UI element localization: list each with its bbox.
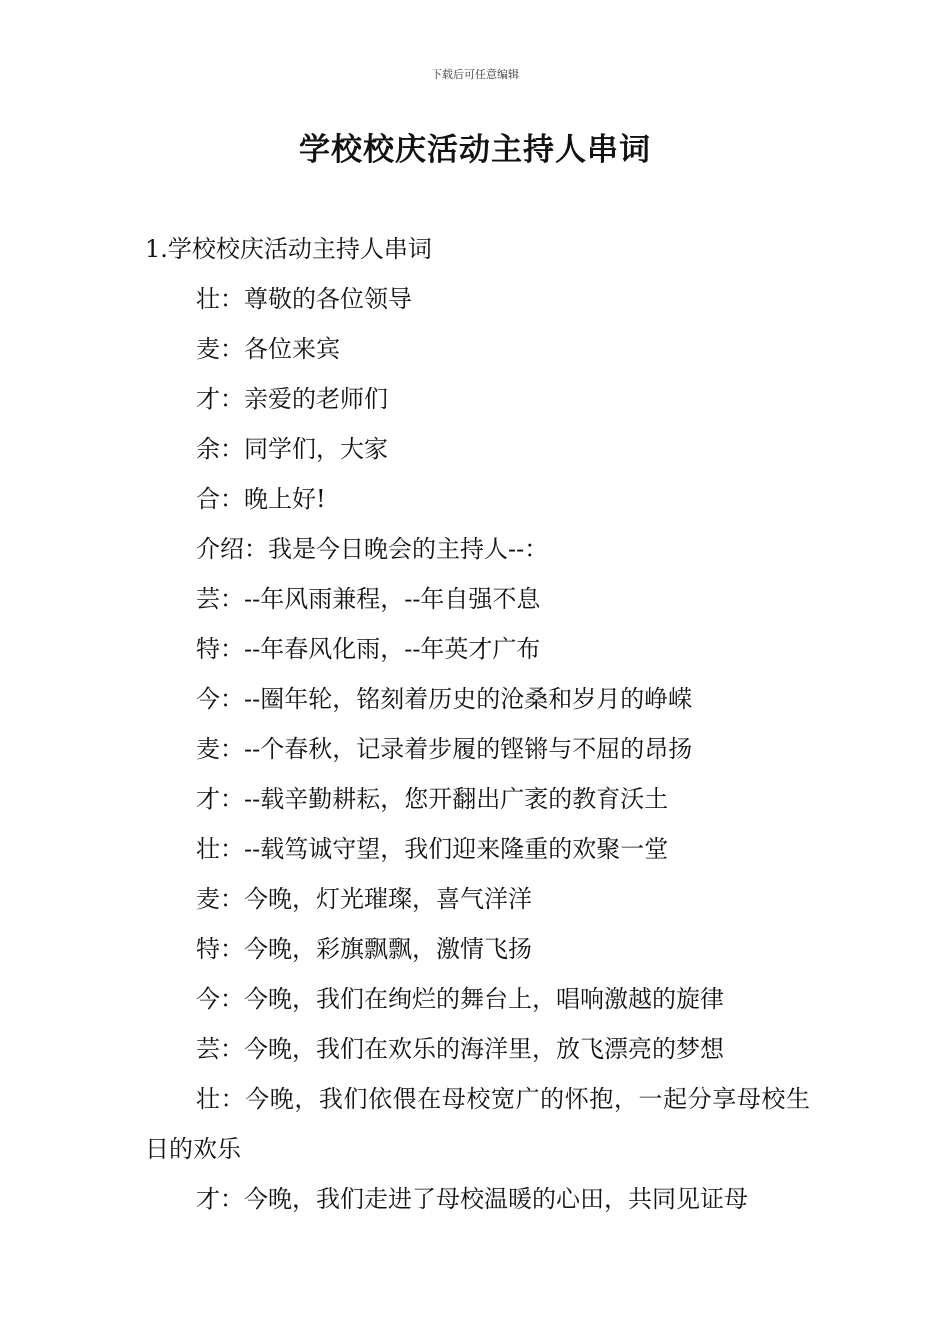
- script-line: 余：同学们，大家: [196, 435, 388, 463]
- script-line: 今：今晚，我们在绚烂的舞台上，唱响激越的旋律: [196, 985, 724, 1013]
- script-line: 特：今晚，彩旗飘飘，激情飞扬: [196, 935, 532, 963]
- script-line: 壮：--载笃诚守望，我们迎来隆重的欢聚一堂: [196, 835, 669, 863]
- script-line: 麦：今晚，灯光璀璨，喜气洋洋: [196, 885, 532, 913]
- script-line: 芸：今晚，我们在欢乐的海洋里，放飞漂亮的梦想: [196, 1035, 724, 1063]
- script-line: 特：--年春风化雨，--年英才广布: [196, 635, 541, 663]
- script-line: 芸：--年风雨兼程，--年自强不息: [196, 585, 541, 613]
- script-line: 介绍：我是今日晚会的主持人--：: [196, 535, 549, 563]
- document-body: [145, 224, 810, 1224]
- section-heading: 1.学校校庆活动主持人串词: [145, 235, 432, 263]
- script-line: 麦：各位来宾: [196, 335, 340, 363]
- script-paragraph: 才：今晚，我们走进了母校温暖的心田，共同见证母: [196, 1185, 748, 1213]
- script-line: 才：亲爱的老师们: [196, 385, 388, 413]
- script-paragraph: 壮：今晚，我们依偎在母校宽广的怀抱，一起分享母校生日的欢乐: [145, 1085, 810, 1163]
- script-line: 麦：--个春秋，记录着步履的铿锵与不屈的昂扬: [196, 735, 693, 763]
- script-line: 壮：尊敬的各位领导: [196, 285, 412, 313]
- script-line: 合：晚上好!: [196, 485, 326, 513]
- header-note: 下载后可任意编辑: [431, 68, 519, 81]
- script-line: 今：--圈年轮，铭刻着历史的沧桑和岁月的峥嵘: [196, 685, 693, 713]
- document-title: 学校校庆活动主持人串词: [299, 132, 651, 168]
- script-line: 才：--载辛勤耕耘，您开翻出广袤的教育沃土: [196, 785, 669, 813]
